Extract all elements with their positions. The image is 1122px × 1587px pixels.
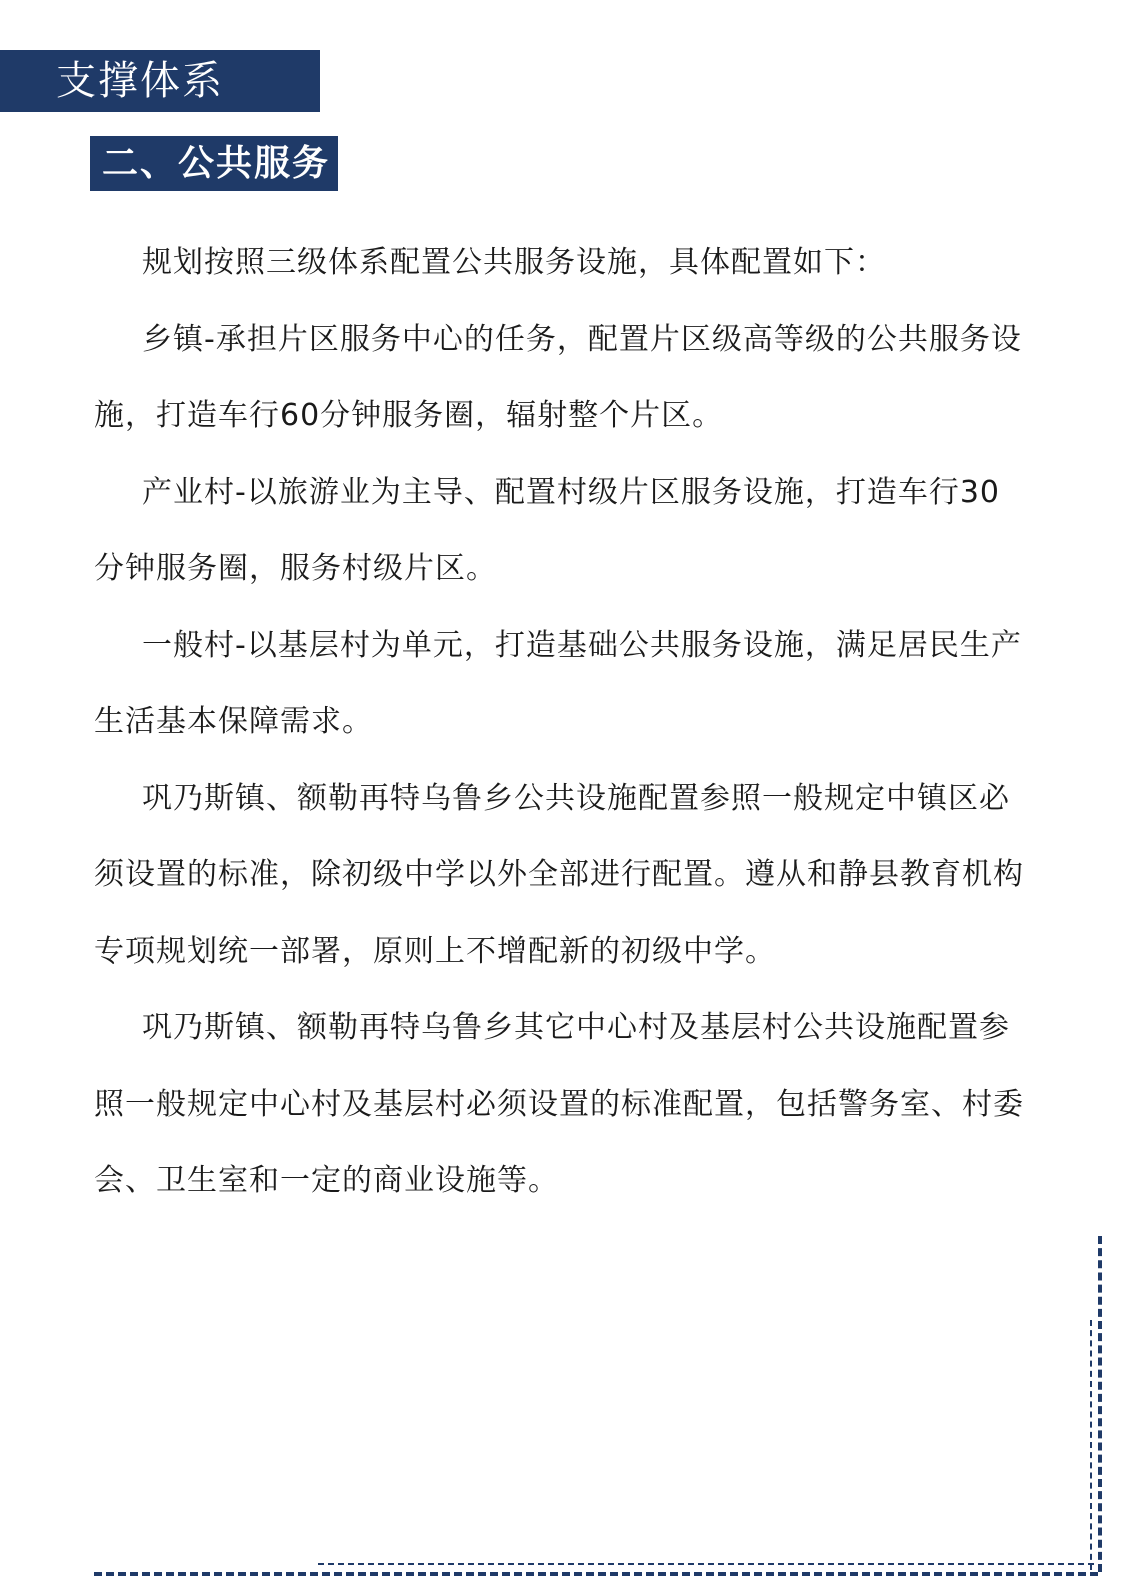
decorative-dashed-border-horizontal bbox=[94, 1572, 1098, 1576]
decorative-dashed-border-horizontal-inner bbox=[318, 1563, 1094, 1565]
paragraph-industry-village: 产业村-以旅游业为主导、配置村级片区服务设施，打造车行30分钟服务圈，服务村级片区。 bbox=[94, 474, 1000, 586]
paragraph-intro: 规划按照三级体系配置公共服务设施，具体配置如下： bbox=[142, 245, 886, 280]
paragraph-general-village: 一般村-以基层村为单元，打造基础公共服务设施，满足居民生产生活基本保障需求。 bbox=[94, 627, 1022, 739]
paragraph-town-standard: 巩乃斯镇、额勒再特乌鲁乡公共设施配置参照一般规定中镇区必须设置的标准，除初级中学以外全部进行配置。遵从和静县教育机构专项规划统一部署，原则上不增配新的初级中学。 bbox=[94, 780, 1024, 969]
section-title-banner bbox=[0, 50, 320, 112]
paragraph-township: 乡镇-承担片区服务中心的任务，配置片区级高等级的公共服务设施，打造车行60分钟服务圈，辐射整个片区。 bbox=[94, 321, 1022, 433]
decorative-dashed-border-vertical-inner bbox=[1090, 1320, 1092, 1570]
decorative-dashed-border-vertical bbox=[1098, 1236, 1102, 1572]
body-content bbox=[94, 225, 1024, 1220]
paragraph-village-standard: 巩乃斯镇、额勒再特乌鲁乡其它中心村及基层村公共设施配置参照一般规定中心村及基层村必须设置的标准配置，包括警务室、村委会、卫生室和一定的商业设施等。 bbox=[94, 1010, 1024, 1198]
subsection-title: 二、公共服务 bbox=[102, 143, 331, 184]
section-title: 支撑体系 bbox=[56, 58, 224, 104]
subsection-title-banner bbox=[90, 136, 338, 191]
